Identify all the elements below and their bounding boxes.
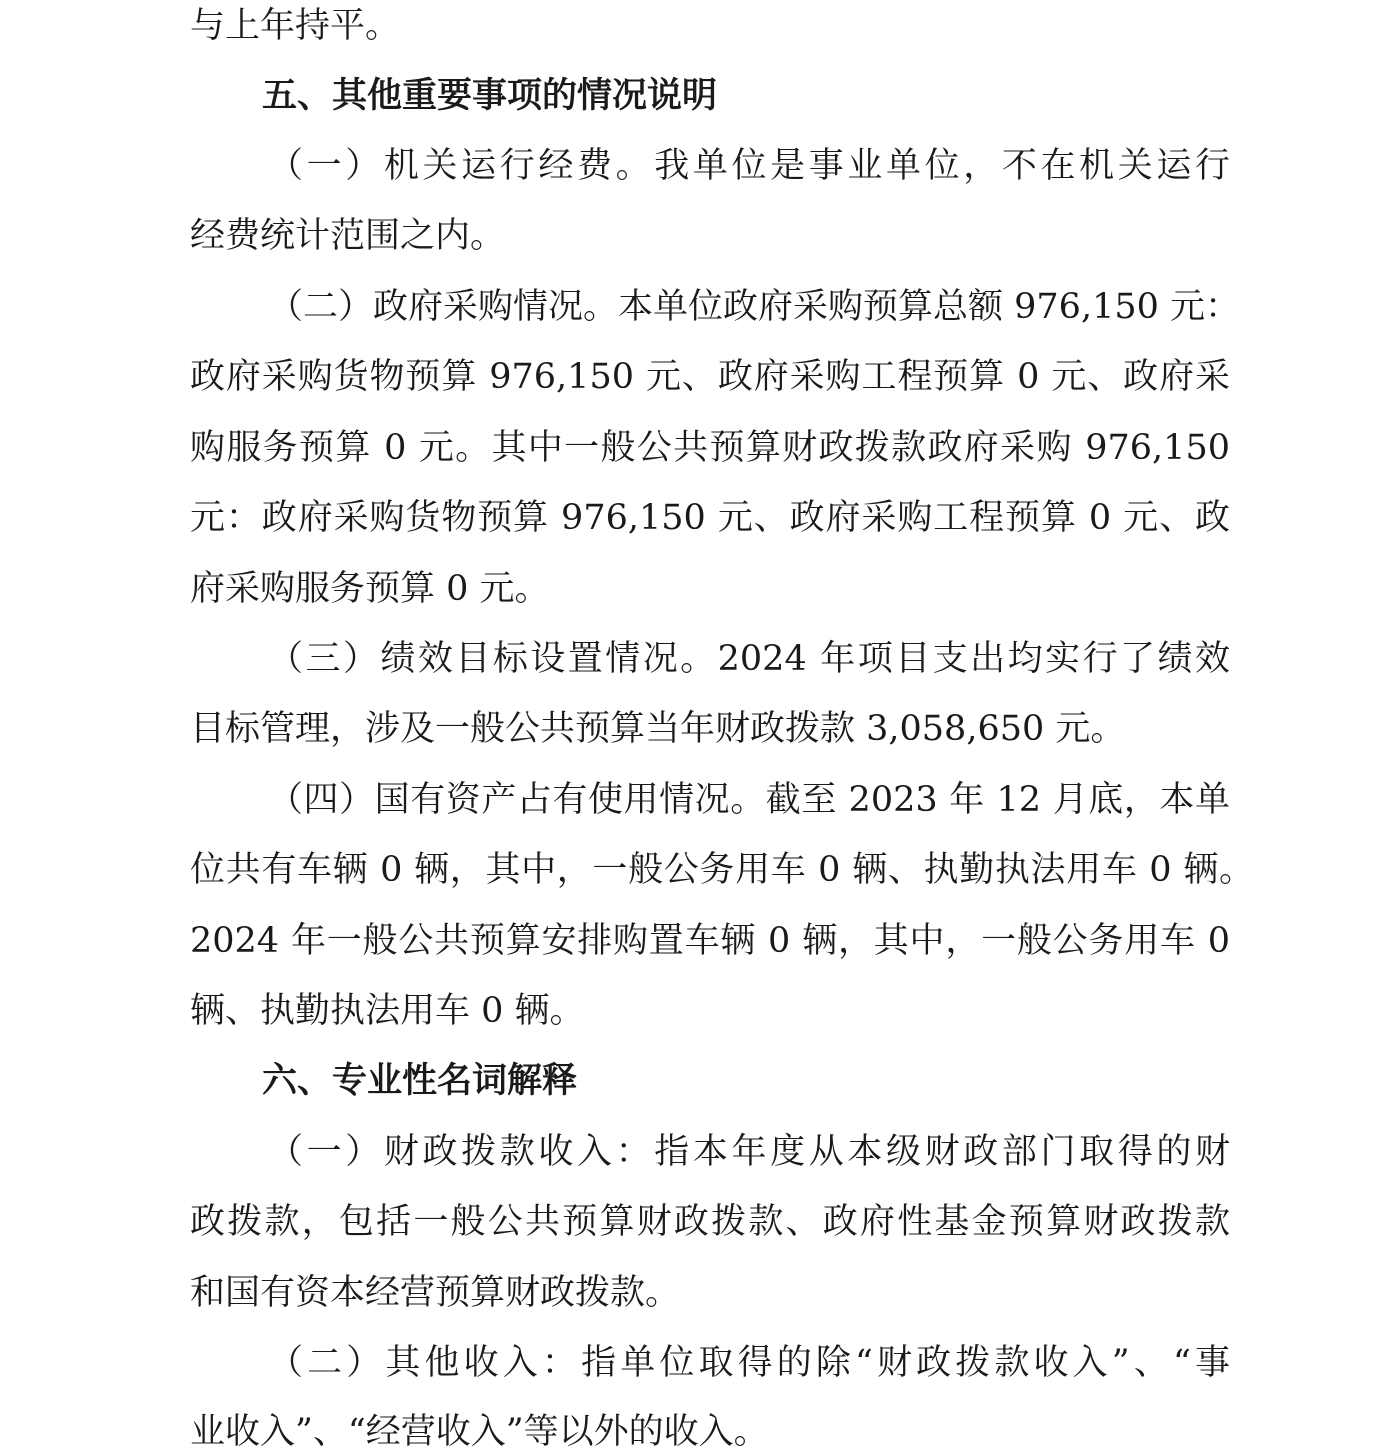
paragraph-line: 经费统计范围之内。 (190, 216, 506, 256)
paragraph-line: 政拨款，包括一般公共预算财政拨款、政府性基金预算财政拨款 (190, 1202, 1230, 1242)
paragraph-line: 位共有车辆 0 辆，其中，一般公务用车 0 辆、执勤执法用车 0 辆。 (190, 850, 1254, 890)
paragraph-line: 府采购服务预算 0 元。 (190, 569, 550, 609)
paragraph-line (268, 285, 1241, 329)
section-heading-5: 五、其他重要事项的情况说明 (262, 76, 718, 116)
item-lead: （一）财政拨款收入： (268, 1132, 655, 1172)
paragraph-line: 2024 年一般公共预算安排购置车辆 0 辆，其中，一般公务用车 0 (190, 921, 1230, 961)
paragraph-line: 目标管理，涉及一般公共预算当年财政拨款 3,058,650 元。 (190, 709, 1126, 749)
item-lead: （四）国有资产占有使用情况。 (268, 780, 766, 820)
item-text: 指本年度从本级财政部门取得的财 (654, 1132, 1230, 1172)
paragraph-line: 业收入”、“经营收入”等以外的收入。 (190, 1412, 769, 1452)
text-line: 与上年持平。 (190, 6, 401, 46)
paragraph-line (268, 1341, 1230, 1385)
paragraph-line (268, 637, 1230, 681)
item-lead: （三）绩效目标设置情况。 (268, 639, 718, 679)
paragraph-line (268, 778, 1230, 822)
paragraph-line: 政府采购货物预算 976,150 元、政府采购工程预算 0 元、政府采 (190, 357, 1230, 397)
item-text: 本单位政府采购预算总额 976,150 元： (618, 287, 1241, 327)
section-heading-6: 六、专业性名词解释 (262, 1061, 578, 1101)
paragraph-line: 元：政府采购货物预算 976,150 元、政府采购工程预算 0 元、政 (190, 498, 1230, 538)
item-text: 指单位取得的除“财政拨款收入”、“事 (581, 1343, 1230, 1383)
paragraph-line: 和国有资本经营预算财政拨款。 (190, 1273, 681, 1313)
item-text: 2024 年项目支出均实行了绩效 (717, 639, 1230, 679)
item-lead: （二）政府采购情况。 (268, 287, 619, 327)
paragraph-line (268, 144, 1230, 188)
paragraph-line: 购服务预算 0 元。其中一般公共预算财政拨款政府采购 976,150 (190, 428, 1230, 468)
paragraph-line: 辆、执勤执法用车 0 辆。 (190, 991, 585, 1031)
item-text: 我单位是事业单位，不在机关运行 (654, 146, 1230, 186)
item-lead: （一）机关运行经费。 (268, 146, 655, 186)
paragraph-line (268, 1130, 1230, 1174)
item-text: 截至 2023 年 12 月底，本单 (765, 780, 1230, 820)
item-lead: （二）其他收入： (268, 1343, 582, 1383)
